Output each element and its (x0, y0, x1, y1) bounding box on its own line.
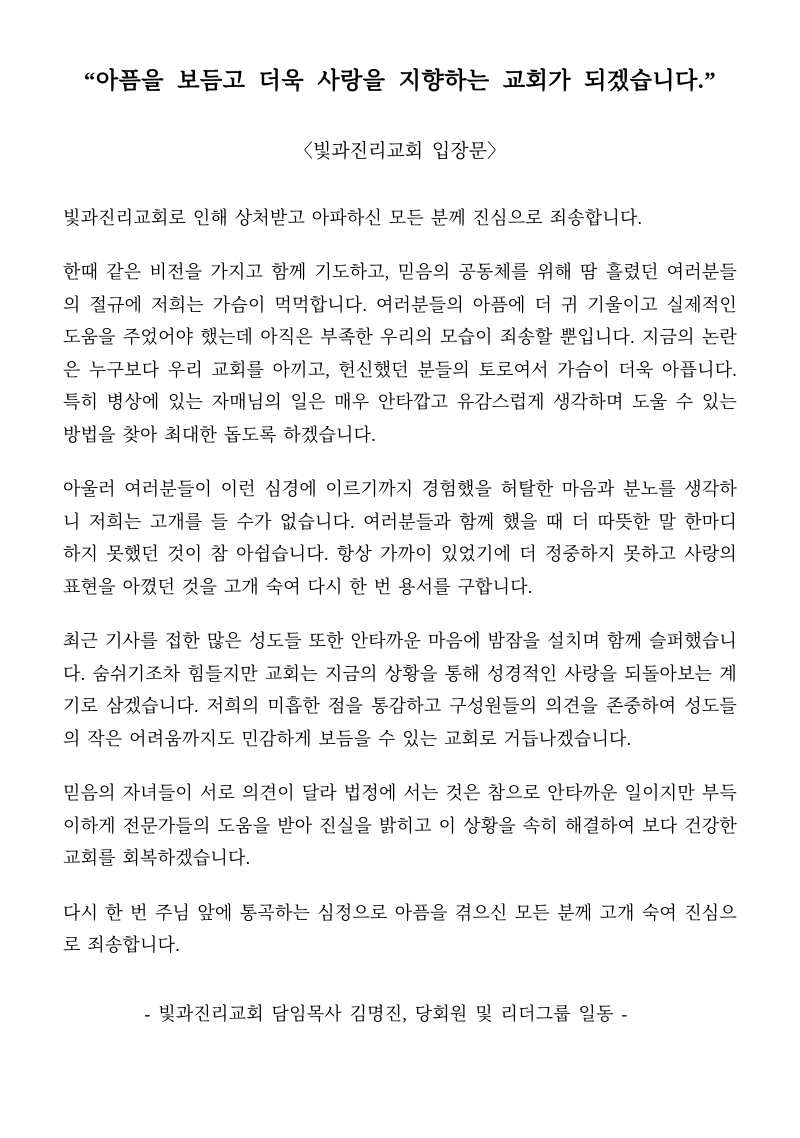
statement-subtitle: 〈빛과진리교회 입장문〉 (294, 140, 506, 162)
paragraph-apology-intro: 빛과진리교회로 인해 상처받고 아파하신 모든 분께 진심으로 죄송합니다. (63, 207, 643, 228)
paragraph-shared-vision: 한때 같은 비전을 가지고 함께 기도하고, 믿음의 공동체를 위해 땀 흘렸던 여러분들의 절규에 저희는 가슴이 먹먹합니다. 여러분들의 아픔에 더 귀 기울이고 실제적인 도움을 주었어야 했는데 아직은 부족한 우리의 모습이 죄송할 뿐입니다. 지금의 논란은 누구보다 우리 교회를 아끼고, 헌신했던 분들의 토로여서 가슴이 더욱 아픕니다. 특히 병상에 있는 자매님의 일은 매우 안타깝고 유감스럽게 생각하며 도울 수 있는 방법을 찾아 최대한 돕도록 하겠습니다. (63, 262, 737, 445)
statement-title: “아픔을 보듬고 더욱 사랑을 지향하는 교회가 되겠습니다.” (83, 68, 717, 93)
paragraph-regret: 아울러 여러분들이 이런 심경에 이르기까지 경험했을 허탈한 마음과 분노를 생각하니 저희는 고개를 들 수가 없습니다. 여러분들과 함께 했을 때 더 따뜻한 말 한마디 하지 못했던 것이 참 아쉽습니다. 항상 가까이 있었기에 더 정중하지 못하고 사랑의 표현을 아꼈던 것을 고개 숙여 다시 한 번 용서를 구합니다. (63, 479, 737, 597)
statement-body (63, 202, 737, 962)
paragraph-legal-resolution: 믿음의 자녀들이 서로 의견이 달라 법정에 서는 것은 참으로 안타까운 일이지만 부득이하게 전문가들의 도움을 받아 진실을 밝히고 이 상황을 속히 해결하여 보다 건강한 교회를 회복하겠습니다. (63, 783, 737, 869)
paragraph-final-apology: 다시 한 번 주님 앞에 통곡하는 심정으로 아픔을 겪으신 모든 분께 고개 숙여 진심으로 죄송합니다. (63, 902, 737, 956)
signature-line: - 빛과진리교회 담임목사 김명진, 당회원 및 리더그룹 일동 - (144, 1003, 628, 1024)
paragraph-reflection: 최근 기사를 접한 많은 성도들 또한 안타까운 마음에 밤잠을 설치며 함께 슬퍼했습니다. 숨쉬기조차 힘들지만 교회는 지금의 상황을 통해 성경적인 사랑을 되돌아보는 계기로 삼겠습니다. 저희의 미흡한 점을 통감하고 구성원들의 의견을 존중하여 성도들의 작은 어려움까지도 민감하게 보듬을 수 있는 교회로 거듭나겠습니다. (63, 631, 737, 749)
